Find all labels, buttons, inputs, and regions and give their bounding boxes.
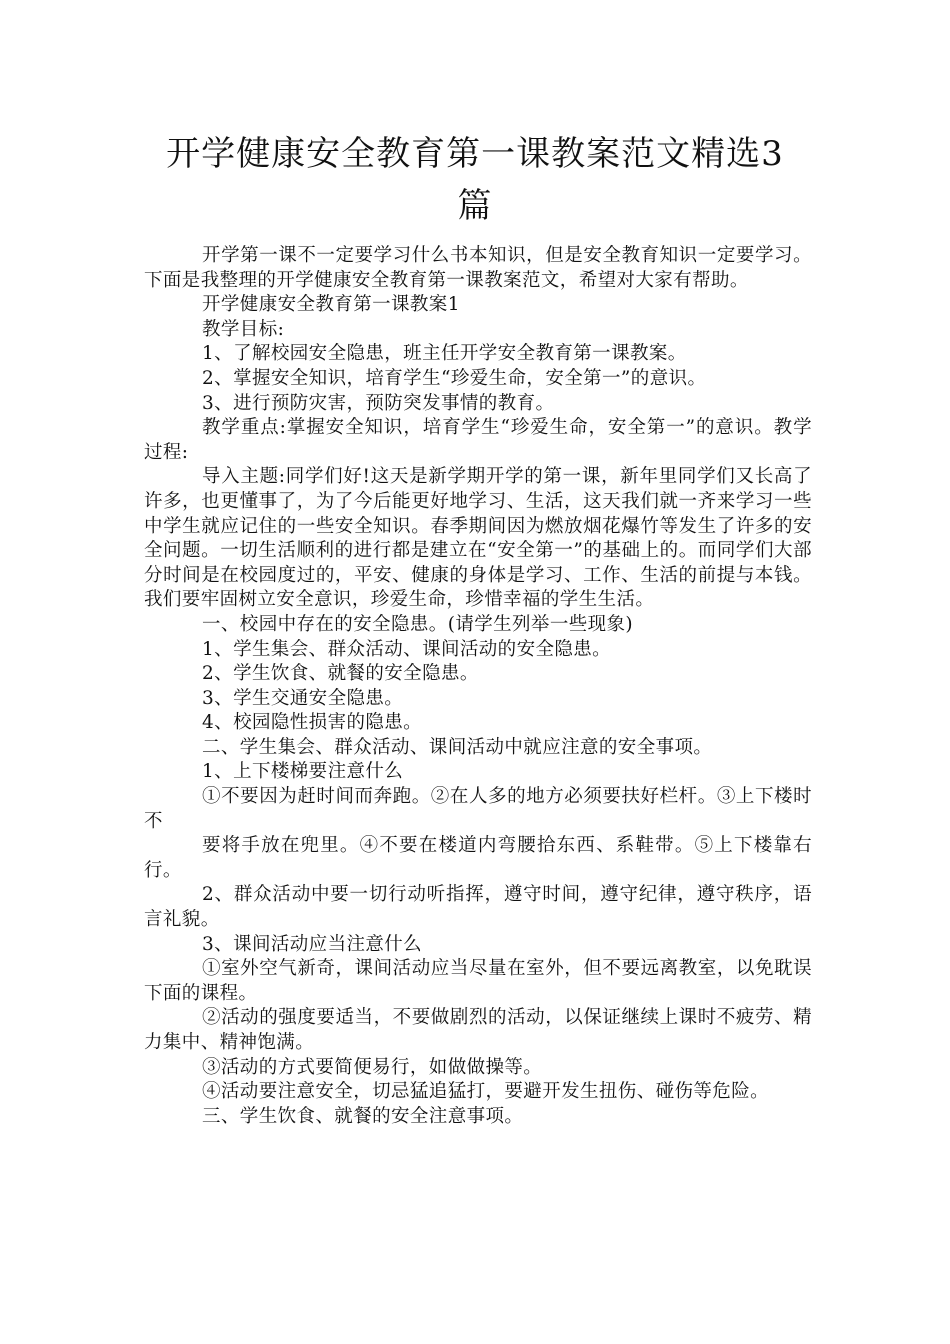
break-activity-heading: 3、课间活动应当注意什么	[202, 933, 423, 955]
document-title: 开学健康安全教育第一课教案范文精选3篇	[166, 134, 784, 226]
group-activity-rule: 2、群众活动中要一切行动听指挥，遵守时间，遵守纪律，遵守秩序，语言礼貌。	[144, 884, 812, 931]
section-heading-2: 二、学生集会、群众活动、课间活动中就应注意的安全事项。	[202, 736, 713, 758]
break-rule-2: ②活动的强度要适当，不要做剧烈的活动，以保证继续上课时不疲劳、精力集中、精神饱满。	[144, 1007, 812, 1053]
section-heading-1: 一、校园中存在的安全隐患。(请学生列举一些现象)	[202, 613, 634, 635]
break-rule-3: ③活动的方式要简便易行，如做做操等。	[202, 1056, 543, 1078]
stairs-rules-part-1: ①不要因为赶时间而奔跑。②在人多的地方必须要扶好栏杆。③上下楼时不	[144, 786, 812, 832]
document-body	[144, 244, 812, 1129]
teaching-focus-paragraph: 教学重点:掌握安全知识，培育学生“珍爱生命，安全第一”的意识。教学过程:	[144, 417, 812, 463]
break-rule-1: ①室外空气新奇，课间活动应当尽量在室外，但不要远离教室，以免耽误下面的课程。	[144, 958, 812, 1004]
hazard-item-2: 2、学生饮食、就餐的安全隐患。	[202, 663, 479, 685]
stairs-rules-part-2: 要将手放在兜里。④不要在楼道内弯腰拾东西、系鞋带。⑤上下楼靠右行。	[144, 835, 812, 881]
section-heading-3: 三、学生饮食、就餐的安全注意事项。	[202, 1105, 524, 1127]
stairs-heading: 1、上下楼梯要注意什么	[202, 761, 404, 783]
hazard-item-1: 1、学生集会、群众活动、课间活动的安全隐患。	[202, 638, 612, 660]
goal-item-1: 1、了解校园安全隐患，班主任开学安全教育第一课教案。	[202, 343, 687, 365]
hazard-item-3: 3、学生交通安全隐患。	[202, 687, 404, 709]
teaching-goals-heading: 教学目标:	[202, 318, 285, 340]
goal-item-3: 3、进行预防灾害，预防突发事情的教育。	[202, 392, 555, 414]
introduction-paragraph: 导入主题:同学们好!这天是新学期开学的第一课，新年里同学们又长高了许多，也更懂事了，为了今后能更好地学习、生活，这天我们就一齐来学习一些中学生就应记住的一些安全知识。春季期间因为燃放烟花爆竹等发生了许多的安全问题。一切生活顺利的进行都是建立在“安全第一”的基础上的。而同学们大部分时间是在校园度过的，平安、健康的身体是学习、工作、生活的前提与本钱。我们要牢固树立安全意识，珍爱生命，珍惜幸福的学生生活。	[144, 466, 812, 611]
break-rule-4: ④活动要注意安全，切忌猛追猛打，要避开发生扭伤、碰伤等危险。	[202, 1081, 770, 1103]
intro-paragraph: 开学第一课不一定要学习什么书本知识，但是安全教育知识一定要学习。下面是我整理的开学健康安全教育第一课教案范文，希望对大家有帮助。	[144, 245, 812, 291]
goal-item-2: 2、掌握安全知识，培育学生“珍爱生命，安全第一”的意识。	[202, 367, 707, 389]
hazard-item-4: 4、校园隐性损害的隐患。	[202, 712, 423, 734]
section-heading-lesson-1: 开学健康安全教育第一课教案1	[202, 294, 460, 316]
